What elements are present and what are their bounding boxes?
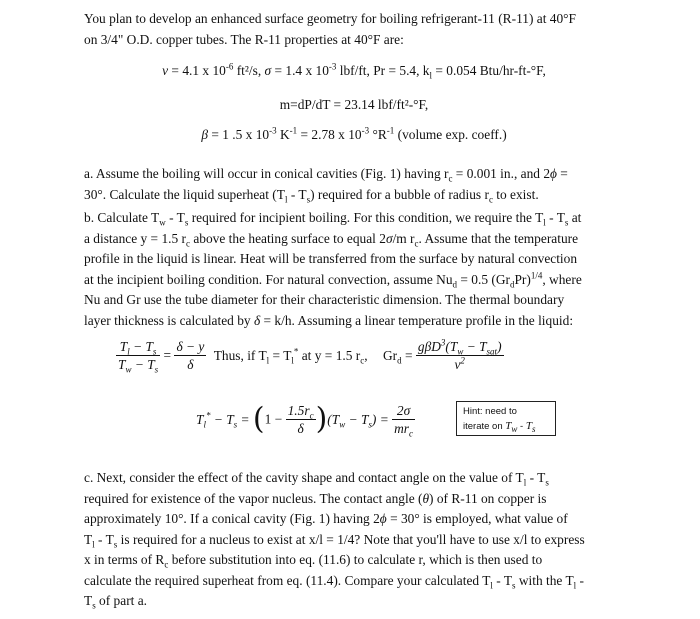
property-line-2: m=dP/dT = 23.14 lbf/ft²-°F, bbox=[279, 97, 429, 112]
intro-line-2: on 3/4" O.D. copper tubes. The R-11 properties at 40°F are: bbox=[84, 31, 404, 47]
property-line-3: β = 1 .5 x $10^{-3}$ $K^{-1} = 2.78$ x $10^{-3}$ $^\circ R^{-1}$ (volume exp. coeff.) bbox=[201, 125, 507, 142]
part-c-line-6: calculate the required superheat from eq. (11.4). Compare your calculated $T_l - T_s$ with the $T_l$ - bbox=[84, 572, 584, 591]
part-b-line-4: at the incipient boiling condition. For natural convection, assume $Nu_d = 0.5$ $(Gr_dPr)^{1/4}$, where bbox=[84, 270, 582, 290]
part-a-paragraph bbox=[84, 164, 624, 205]
temperature-ratio-fraction: $\frac{T_l - T_s}{T_w - T_s}$ bbox=[118, 339, 159, 375]
part-c-line-2: required for existence of the vapor nucleus. The contact angle (θ) of R-11 on copper is bbox=[84, 490, 547, 506]
part-c-line-5: x in terms of $R_c$ before substitution into eq. (11.6) to calculate r, which is then used to bbox=[84, 552, 543, 570]
distance-ratio-fraction: $\frac{\delta - y}{\delta}$ bbox=[176, 339, 205, 372]
intro-paragraph bbox=[84, 9, 624, 50]
hint-line-1: Hint: need to bbox=[463, 406, 517, 417]
hint-box bbox=[456, 401, 556, 436]
part-b-line-1: b. Calculate $T_w - T_s$ required for incipient boiling. For this condition, we require the $T_l - T_s$ at bbox=[84, 210, 582, 228]
grashof-equation: $Gr_d$ = bbox=[382, 347, 413, 366]
part-c-line-1: c. Next, consider the effect of the cavity shape and contact angle on the value of $T_l - T_s$ bbox=[84, 470, 549, 488]
part-c-line-3: approximately 10°. If a conical cavity (Fig. 1) having 2ϕ = 30° is employed, what value of bbox=[84, 511, 568, 526]
part-c-line-7: $T_s$ of part a. bbox=[84, 593, 148, 611]
intro-line-1: You plan to develop an enhanced surface geometry for boiling refrigerant-11 (R-11) at 40°F bbox=[84, 11, 576, 26]
part-b-line-2: a distance y = 1.5 $r_c$ above the heating surface to equal 2σ/m $r_c$. Assume that the temperature bbox=[84, 230, 579, 249]
part-a-line-1: a. Assume the boiling will occur in conical cavities (Fig. 1) having $r_c = 0.001$ in., and 2ϕ = bbox=[84, 166, 568, 184]
part-c-paragraph bbox=[84, 468, 624, 612]
part-b-line-5: Nu and Gr use the tube diameter for their characteristic dimension. The thermal boundary bbox=[84, 292, 565, 307]
grashof-fraction: $\frac{g\beta D^3(T_w - T_{sat})}{\nu^2}$ bbox=[417, 337, 502, 372]
equation-row-1: $\frac{T_l - T_s}{T_w - T_s}$ = $\frac{\delta - y}{\delta}$ Thus, if $T_l = T_l^*$ at y = 1.5 $r_c$, $Gr_d$ = $\frac{g\beta D^3(T_w - T_{sat})}{\nu^2}$ bbox=[118, 337, 502, 375]
hint-line-2: iterate on $T_w - T_s$ bbox=[463, 420, 536, 435]
superheat-equation: $T_l^* - T_s = (1$ − $\frac{1.5r_c}{\delta}$ )$(T_w - T_s)$ = $\frac{2\sigma}{mr_c}$ bbox=[196, 401, 414, 439]
part-b-line-3: profile in the liquid is linear. Heat will be transferred from the surface by natural convection bbox=[84, 251, 578, 266]
thus-condition: Thus, if $T_l = T_l^*$ at y = 1.5 $r_c$, bbox=[213, 346, 368, 366]
part-c-line-4: $T_l - T_s$ is required for a nucleus to exist at x/l = 1/4? Note that you'll have to use x/l to express bbox=[84, 531, 585, 550]
part-b-line-6: layer thickness is calculated by δ = k/h. Assuming a linear temperature profile in the liquid: bbox=[84, 312, 574, 328]
property-line-1: ν = 4.1 x $10^{-6}$ ft²/s, σ = 1.4 x $10^{-3}$ lbf/ft, Pr = 5.4, $k_l = 0.054$ Btu/hr-ft-°F, bbox=[162, 61, 546, 81]
part-b-paragraph bbox=[84, 208, 624, 331]
part-a-line-2: 30°. Calculate the liquid superheat $(T_l - T_s)$ required for a bubble of radius $r_c$ to exist. bbox=[84, 186, 539, 205]
